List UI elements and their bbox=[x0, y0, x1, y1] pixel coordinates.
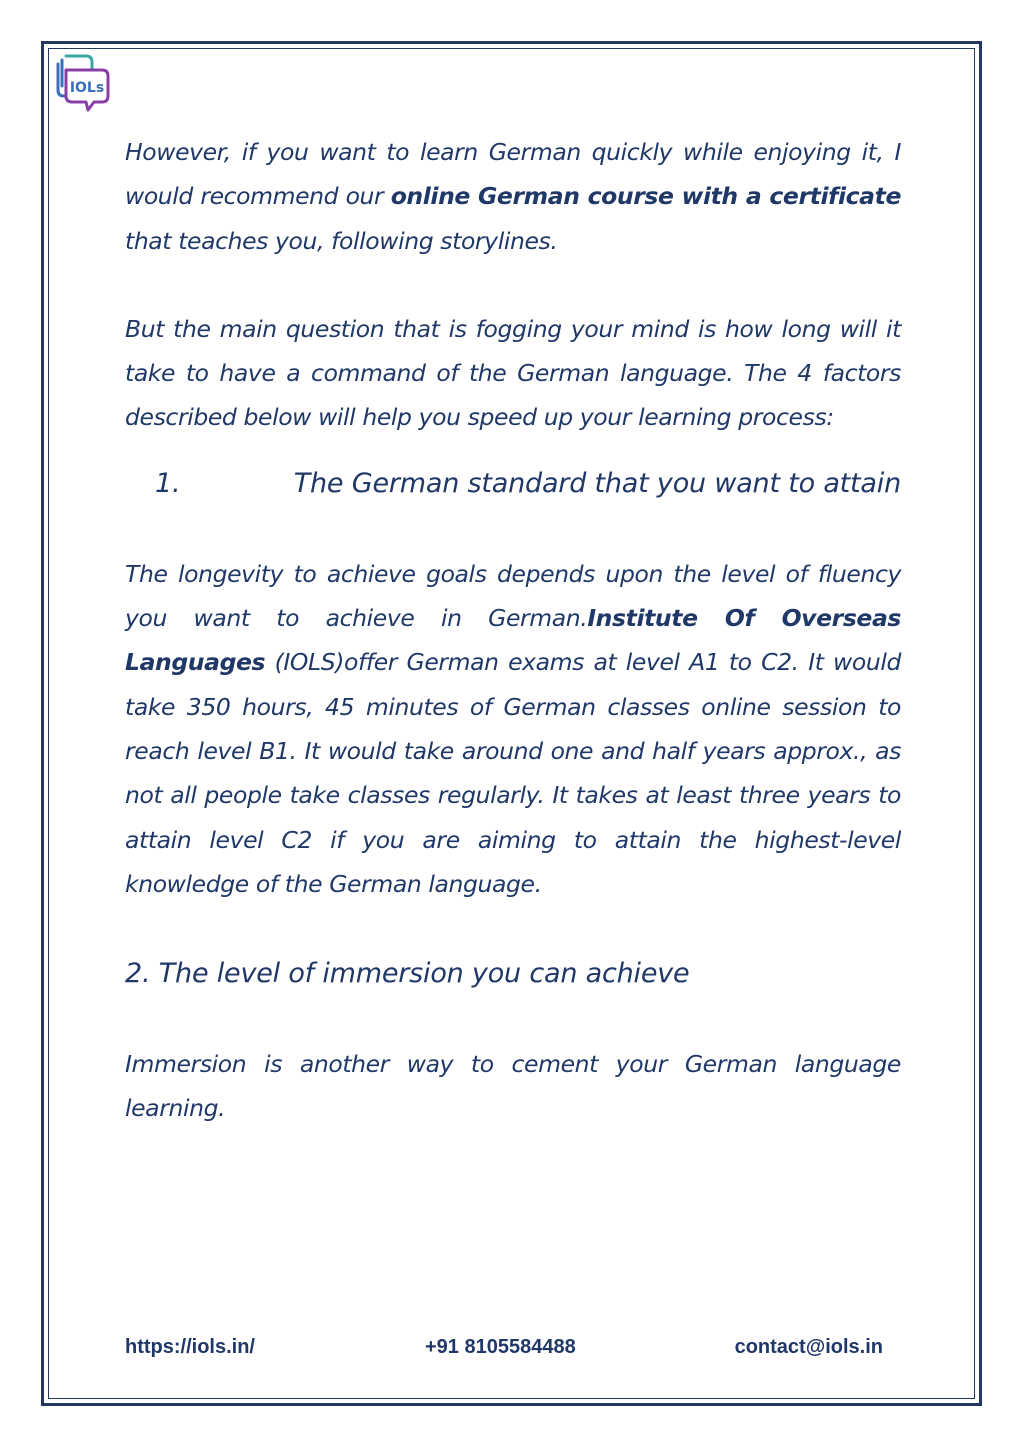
section-title-1: The German standard that you want to attain bbox=[293, 467, 901, 499]
institute-link-text[interactable]: Institute Of Overseas Languages bbox=[125, 604, 901, 677]
logo-text: IOLs bbox=[69, 80, 105, 96]
footer-phone-number[interactable]: +91 8105584488 bbox=[425, 1336, 576, 1358]
footer-email-link[interactable]: contact@iols.in bbox=[734, 1336, 883, 1358]
section-number-1: 1. bbox=[155, 467, 181, 499]
intro-paragraph: However, if you want to learn German quickly while enjoying it, I would recommend our online German course with a certificate that teaches you, following storylines. bbox=[125, 138, 901, 255]
immersion-paragraph: Immersion is another way to cement your German language learning. bbox=[125, 1050, 901, 1123]
course-link-text[interactable]: online German course with a certificate bbox=[390, 182, 901, 211]
logo-icon bbox=[52, 50, 114, 114]
section-heading-1 bbox=[125, 462, 901, 506]
question-paragraph: But the main question that is fogging your mind is how long will it take to have a command of the German language. The 4 factors described below will help you speed up your learning process: bbox=[125, 314, 901, 432]
section-heading-2: 2. The level of immersion you can achieve bbox=[125, 958, 690, 990]
footer-website-link[interactable]: https://iols.in/ bbox=[125, 1336, 255, 1358]
german-standard-paragraph: The longevity to achieve goals depends upon the level of fluency you want to achieve in German.Institute Of Overseas Languages (IOLS)offer German exams at level A1 to C2. It would take 350 hours, 45 minutes of German classes online session to reach level B1. It would take around one and half years approx., as not all people take classes regularly. It takes at least three years to attain level C2 if you are aiming to attain the highest-level knowledge of the German language. bbox=[125, 559, 901, 898]
iols-logo[interactable] bbox=[52, 50, 114, 114]
document-body bbox=[125, 130, 901, 1131]
